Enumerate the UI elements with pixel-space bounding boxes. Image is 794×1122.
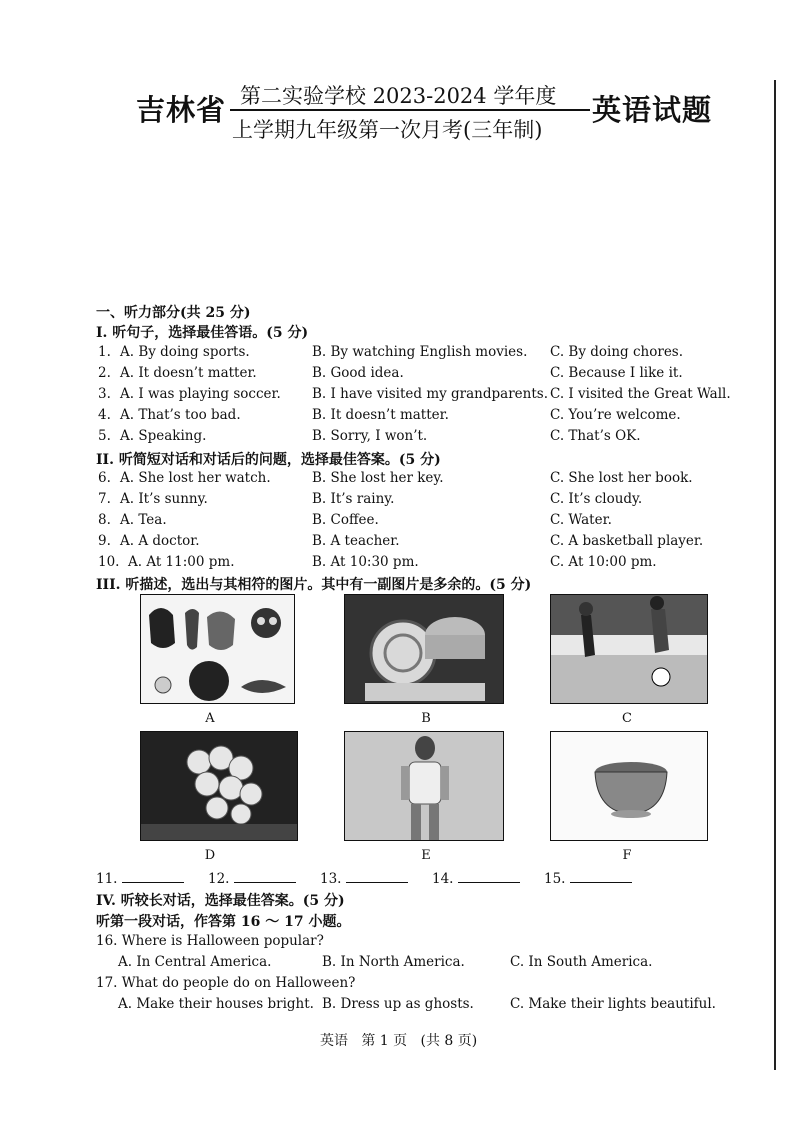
blank-line — [346, 870, 408, 883]
question-stem-16: 16. Where is Halloween popular? — [96, 933, 324, 949]
cup-image — [550, 731, 708, 841]
listening-heading: 一、听力部分(共 25 分) — [96, 305, 251, 321]
option-a: A. Speaking. — [120, 428, 207, 444]
part2-heading: II. 听简短对话和对话后的问题，选择最佳答案。(5 分) — [96, 452, 441, 468]
question-number: 9. — [98, 533, 111, 549]
blank-number: 12. — [208, 871, 230, 887]
option-c: C. Water. — [550, 512, 612, 528]
option-c: C. In South America. — [510, 954, 653, 970]
picture-label-d: D — [204, 848, 216, 863]
option-c: C. Make their lights beautiful. — [510, 996, 716, 1012]
mooncakes-image — [344, 594, 504, 704]
option-c: C. Because I like it. — [550, 365, 683, 381]
option-a: A. Tea. — [120, 512, 167, 528]
question-number: 5. — [98, 428, 111, 444]
part1-heading: I. 听句子，选择最佳答语。(5 分) — [96, 325, 309, 341]
blank-number: 13. — [320, 871, 342, 887]
option-c: C. I visited the Great Wall. — [550, 386, 731, 402]
answer-blank-11[interactable] — [96, 870, 184, 887]
option-c: C. She lost her book. — [550, 470, 693, 486]
option-c: C. That’s OK. — [550, 428, 641, 444]
option-c: C. You’re welcome. — [550, 407, 681, 423]
blank-line — [234, 870, 296, 883]
question-number: 6. — [98, 470, 111, 486]
option-a: A. I was playing soccer. — [120, 386, 281, 402]
question-number: 7. — [98, 491, 111, 507]
option-a: A. A doctor. — [120, 533, 200, 549]
option-a: A. It doesn’t matter. — [120, 365, 257, 381]
question-number: 1. — [98, 344, 111, 360]
option-a: A. By doing sports. — [120, 344, 250, 360]
option-b: B. In North America. — [322, 954, 465, 970]
soccer-players-image — [550, 594, 708, 704]
picture-label-c: C — [622, 711, 632, 726]
picture-label-a: A — [205, 711, 215, 726]
picture-label-b: B — [421, 711, 431, 726]
robot-image — [344, 731, 504, 841]
option-b: B. It doesn’t matter. — [312, 407, 449, 423]
option-c: C. A basketball player. — [550, 533, 704, 549]
answer-blank-14[interactable] — [432, 870, 520, 887]
option-b: B. It’s rainy. — [312, 491, 395, 507]
option-b: B. I have visited my grandparents. — [312, 386, 548, 402]
school-title-line1: 第二实验学校 2023-2024 学年度 — [240, 84, 557, 108]
flower-bouquet-image — [140, 731, 298, 841]
blank-number: 15. — [544, 871, 566, 887]
question-number: 10. — [98, 554, 120, 570]
school-title-line2: 上学期九年级第一次月考(三年制) — [232, 118, 543, 142]
answer-blank-12[interactable] — [208, 870, 296, 887]
part3-heading: III. 听描述，选出与其相符的图片。其中有一副图片是多余的。(5 分) — [96, 577, 532, 593]
part4-instruction: 听第一段对话，作答第 16 ～ 17 小题。 — [96, 914, 351, 930]
blank-line — [458, 870, 520, 883]
question-number: 4. — [98, 407, 111, 423]
subject-title: 英语试题 — [592, 93, 713, 127]
picture-label-e: E — [421, 848, 431, 863]
option-b: B. At 10:30 pm. — [312, 554, 419, 570]
blank-number: 11. — [96, 871, 118, 887]
option-b: B. Dress up as ghosts. — [322, 996, 474, 1012]
option-b: B. Good idea. — [312, 365, 404, 381]
option-c: C. By doing chores. — [550, 344, 684, 360]
question-number: 2. — [98, 365, 111, 381]
option-c: C. It’s cloudy. — [550, 491, 643, 507]
option-b: B. Sorry, I won’t. — [312, 428, 428, 444]
option-b: B. She lost her key. — [312, 470, 444, 486]
page-footer: 英语 第 1 页 (共 8 页) — [320, 1033, 478, 1049]
blank-line — [570, 870, 632, 883]
answer-blank-15[interactable] — [544, 870, 632, 887]
option-a: A. Make their houses bright. — [118, 996, 314, 1012]
option-c: C. At 10:00 pm. — [550, 554, 657, 570]
option-a: A. It’s sunny. — [120, 491, 208, 507]
option-b: B. Coffee. — [312, 512, 379, 528]
answer-blank-13[interactable] — [320, 870, 408, 887]
option-b: B. By watching English movies. — [312, 344, 528, 360]
option-a: A. That’s too bad. — [120, 407, 241, 423]
title-divider — [230, 109, 590, 111]
part4-heading: IV. 听较长对话，选择最佳答案。(5 分) — [96, 893, 345, 909]
option-a: A. In Central America. — [118, 954, 272, 970]
option-b: B. A teacher. — [312, 533, 400, 549]
vegetables-image — [140, 594, 295, 704]
question-stem-17: 17. What do people do on Halloween? — [96, 975, 356, 991]
option-a: A. She lost her watch. — [120, 470, 271, 486]
question-number: 3. — [98, 386, 111, 402]
page-edge-rule — [774, 80, 776, 1070]
picture-label-f: F — [622, 848, 632, 863]
province-title: 吉林省 — [136, 93, 227, 127]
blank-line — [122, 870, 184, 883]
question-number: 8. — [98, 512, 111, 528]
blank-number: 14. — [432, 871, 454, 887]
option-a: A. At 11:00 pm. — [128, 554, 235, 570]
